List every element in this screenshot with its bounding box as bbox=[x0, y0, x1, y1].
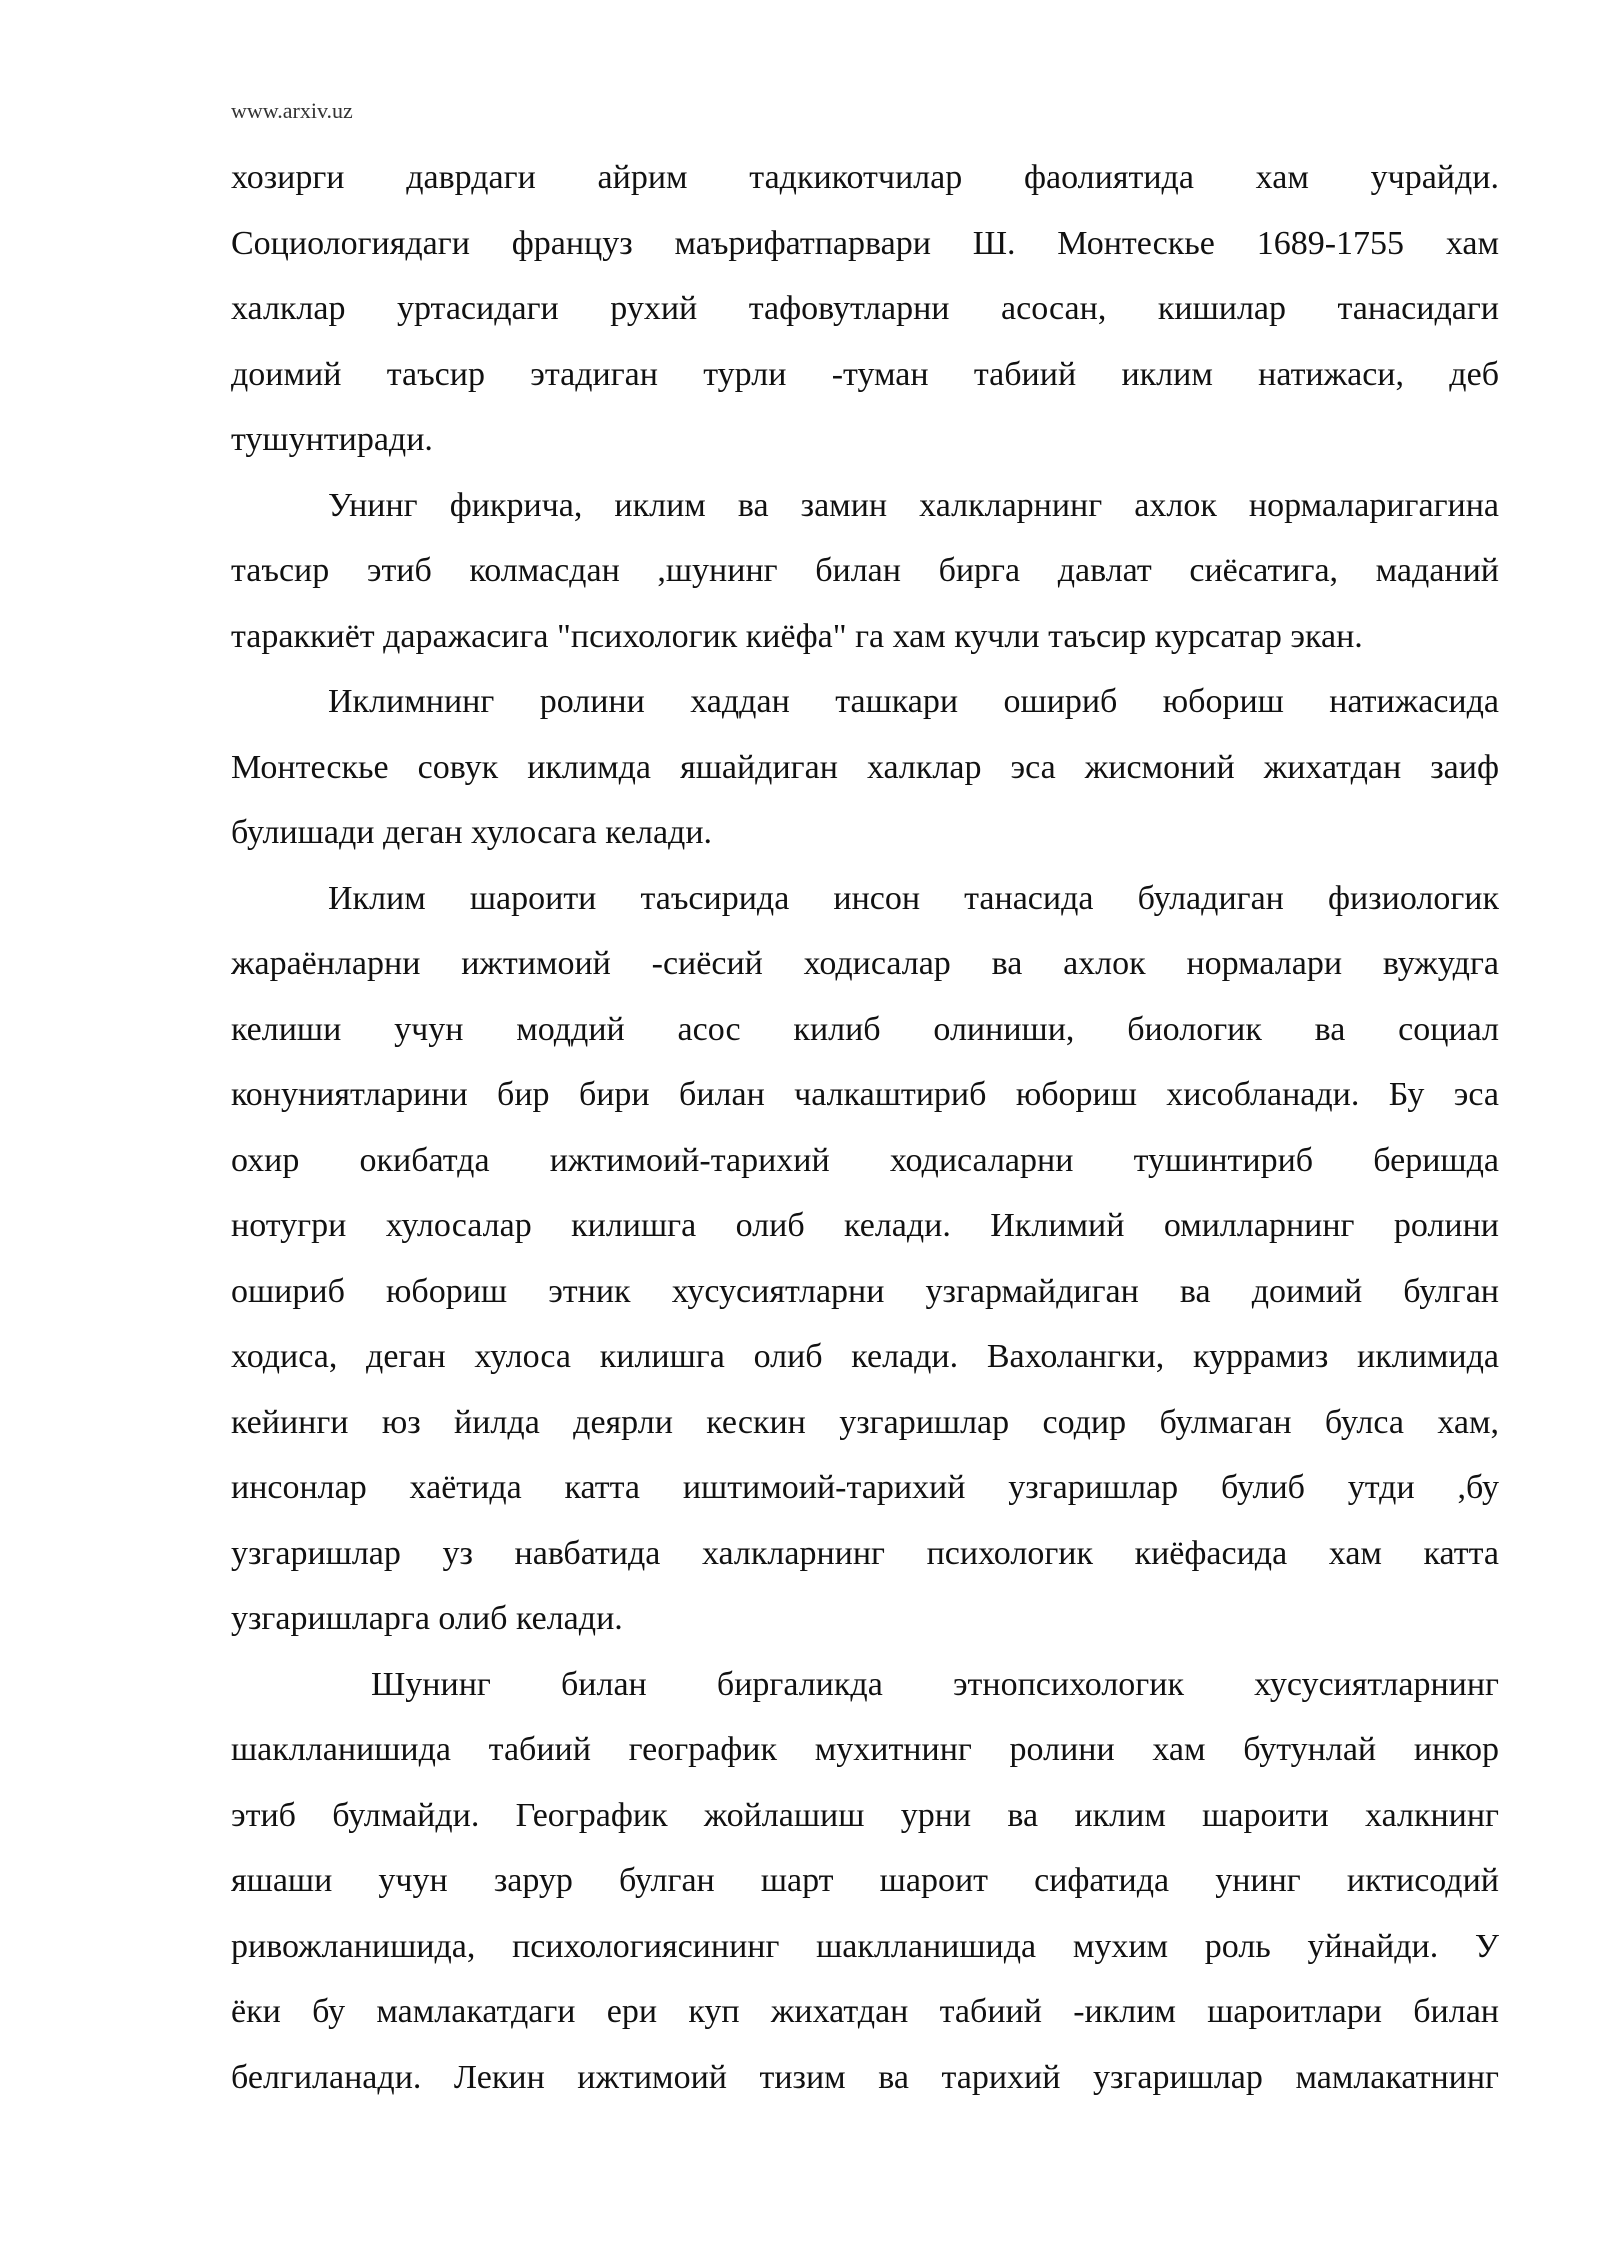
text-line: хозирги даврдаги айрим тадкикотчилар фаолиятида хам учрайди. bbox=[231, 159, 1499, 196]
text-line: ривожланишида, психологиясининг шаклланишида мухим роль уйнайди. У bbox=[231, 1927, 1499, 1965]
text-line: ёки бу мамлакатдаги ери куп жихатдан табиий -иклим шароитлари билан bbox=[231, 1993, 1499, 2030]
text-line: инсонлар хаётида катта иштимоий-тарихий узгаришлар булиб утди ,бу bbox=[231, 1469, 1499, 1506]
text-line: нотугри хулосалар килишга олиб келади. Иклимий омилларнинг ролини bbox=[231, 1207, 1499, 1244]
text-line: Монтескье совук иклимда яшайдиган халклар эса жисмоний жихатдан заиф bbox=[231, 748, 1499, 786]
text-line: келиши учун моддий асос килиб олиниши, биологик ва социал bbox=[231, 1010, 1499, 1048]
text-line: Шунинг билан биргаликда этнопсихологик хусусиятларнинг bbox=[371, 1665, 1499, 1703]
header-site-url: www.arxiv.uz bbox=[231, 98, 353, 123]
document-body bbox=[231, 145, 1499, 2110]
text-line: кейинги юз йилда деярли кескин узгаришлар содир булмаган булса хам, bbox=[231, 1403, 1499, 1441]
text-line: халклар уртасидаги рухий тафовутларни асосан, кишилар танасидаги bbox=[231, 290, 1499, 327]
text-line: жараёнларни ижтимоий -сиёсий ходисалар ва ахлок нормалари вужудга bbox=[231, 945, 1499, 982]
text-line: шаклланишида табиий географик мухитнинг ролини хам бутунлай инкор bbox=[231, 1731, 1499, 1768]
text-line: яшаши учун зарур булган шарт шароит сифатида унинг иктисодий bbox=[231, 1862, 1499, 1899]
text-line: узгаришлар уз навбатида халкларнинг психологик киёфасида хам катта bbox=[231, 1534, 1499, 1572]
text-line: белгиланади. Лекин ижтимоий тизим ва тарихий узгаришлар мамлакатнинг bbox=[231, 2058, 1499, 2096]
text-line: доимий таъсир этадиган турли -туман табиий иклим натижаси, деб bbox=[231, 355, 1499, 393]
text-line: таъсир этиб колмасдан ,шунинг билан бирга давлат сиёсатига, маданий bbox=[231, 552, 1499, 589]
text-line: тараккиёт даражасига "психологик киёфа" га хам кучли таъсир курсатар экан. bbox=[231, 617, 1363, 655]
text-line: охир окибатда ижтимоий-тарихий ходисаларни тушинтириб беришда bbox=[231, 1141, 1499, 1179]
text-line: Иклим шароити таъсирида инсон танасида буладиган физиологик bbox=[328, 879, 1499, 917]
text-line: ошириб юбориш этник хусусиятларни узгармайдиган ва доимий булган bbox=[231, 1272, 1499, 1310]
text-line: узгаришларга олиб келади. bbox=[231, 1600, 623, 1637]
text-line: этиб булмайди. Географик жойлашиш урни ва иклим шароити халкнинг bbox=[231, 1796, 1499, 1834]
text-line: Иклимнинг ролини хаддан ташкари ошириб юбориш натижасида bbox=[328, 683, 1499, 720]
text-line: булишади деган хулосага келади. bbox=[231, 814, 713, 851]
text-line: Социологиядаги француз маърифатпарвари Ш. Монтескье 1689-1755 хам bbox=[231, 224, 1499, 262]
text-line: Унинг фикрича, иклим ва замин халкларнинг ахлок нормаларигагина bbox=[328, 486, 1499, 524]
text-line: конуниятларини бир бири билан чалкаштириб юбориш хисобланади. Бу эса bbox=[231, 1076, 1499, 1113]
text-line: тушунтиради. bbox=[231, 421, 433, 458]
text-line: ходиса, деган хулоса килишга олиб келади. Вахолангки, куррамиз иклимида bbox=[231, 1338, 1499, 1375]
